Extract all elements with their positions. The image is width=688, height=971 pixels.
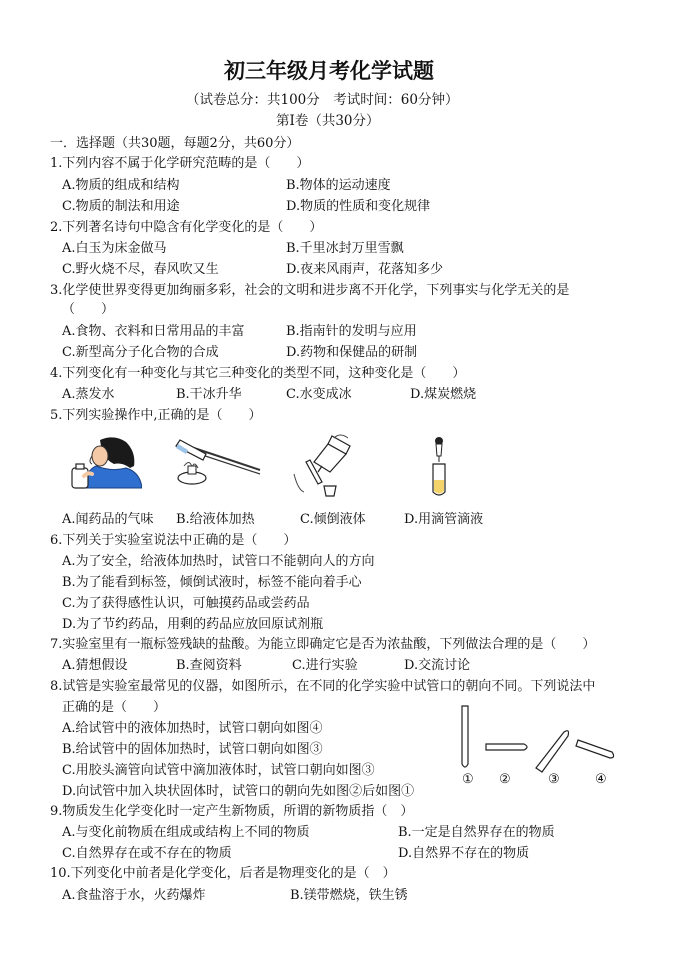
question-7-option-b: B.查阅资料 xyxy=(176,658,242,673)
question-1-option-b: B.物体的运动速度 xyxy=(286,178,391,193)
figure-dropper xyxy=(428,436,450,498)
question-7-option-c: C.进行实验 xyxy=(292,658,358,673)
question-8-option-d: D.向试管中加入块状固体时，试管口的朝向先如图②后如图① xyxy=(62,784,415,799)
exam-info: （试卷总分：共100分 考试时间：60分钟） xyxy=(186,92,459,108)
question-6-option-d: D.为了节约药品，用剩的药品应放回原试剂瓶 xyxy=(62,617,324,632)
question-6-option-a: A.为了安全，给液体加热时，试管口不能朝向人的方向 xyxy=(62,554,375,569)
question-5-stem: 5.下列实验操作中,正确的是（ ） xyxy=(50,408,262,423)
question-3-option-a: A.食物、衣料和日常用品的丰富 xyxy=(62,324,245,339)
question-7-stem: 7.实验室里有一瓶标签残缺的盐酸。为能立即确定它是否为浓盐酸，下列做法合理的是（ ） xyxy=(50,637,596,652)
figure-heat-liquid xyxy=(170,436,262,488)
question-4-option-a: A.蒸发水 xyxy=(62,387,115,402)
figure-test-tube-orientations xyxy=(452,704,622,774)
question-3-option-c: C.新型高分子化合物的合成 xyxy=(62,345,219,360)
question-5-option-c: C.倾倒液体 xyxy=(300,512,366,527)
question-5-option-d: D.用滴管滴液 xyxy=(404,512,484,527)
question-1-option-c: C.物质的制法和用途 xyxy=(62,199,180,214)
question-6-option-c: C.为了获得感性认识，可触摸药品或尝药品 xyxy=(62,596,310,611)
question-9-stem: 9.物质发生化学变化时一定产生新物质，所谓的新物质指（ ） xyxy=(50,804,414,819)
tube-label-3: ③ xyxy=(548,772,560,787)
question-1-stem: 1.下列内容不属于化学研究范畴的是（ ） xyxy=(50,156,310,171)
question-6-option-b: B.为了能看到标签，倾倒试液时，标签不能向着手心 xyxy=(62,575,362,590)
question-2-option-a: A.白玉为床金做马 xyxy=(62,241,167,256)
question-2-option-d: D.夜来风雨声，花落知多少 xyxy=(286,262,444,277)
question-1-option-a: A.物质的组成和结构 xyxy=(62,178,180,193)
question-2-option-c: C.野火烧不尽，春风吹又生 xyxy=(62,262,219,277)
question-3-option-b: B.指南针的发明与应用 xyxy=(286,324,417,339)
question-10-stem: 10.下列变化中前者是化学变化，后者是物理变化的是（ ） xyxy=(50,866,396,881)
question-5-option-a: A.闻药品的气味 xyxy=(62,512,154,527)
question-9-option-c: C.自然界存在或不存在的物质 xyxy=(62,846,232,861)
question-2-stem: 2.下列著名诗句中隐含有化学变化的是（ ） xyxy=(50,220,323,235)
question-8-stem: 8.试管是实验室最常见的仪器，如图所示，在不同的化学实验中试管口的朝向不同。下列说法中 xyxy=(50,679,596,694)
question-7-option-d: D.交流讨论 xyxy=(404,658,471,673)
question-6-stem: 6.下列关于实验室说法中正确的是（ ） xyxy=(50,533,297,548)
question-9-option-b: B.一定是自然界存在的物质 xyxy=(398,825,555,840)
tube-label-4: ④ xyxy=(595,772,607,787)
question-7-option-a: A.猜想假设 xyxy=(62,658,128,673)
page-title: 初三年级月考化学试题 xyxy=(224,58,434,83)
question-10-option-b: B.镁带燃烧，铁生锈 xyxy=(290,888,408,903)
question-3-option-d: D.药物和保健品的研制 xyxy=(286,345,418,360)
question-4-option-c: C.水变成冰 xyxy=(286,387,352,402)
question-4-stem: 4.下列变化有一种变化与其它三种变化的类型不同，这种变化是（ ） xyxy=(50,366,466,381)
question-8-option-b: B.给试管中的固体加热时，试管口朝向如图③ xyxy=(62,742,323,757)
tube-label-1: ① xyxy=(462,772,474,787)
question-4-option-b: B.干冰升华 xyxy=(176,387,242,402)
figure-pour-liquid xyxy=(288,432,368,502)
question-8-option-a: A.给试管中的液体加热时，试管口朝向如图④ xyxy=(62,721,323,736)
question-9-option-d: D.自然界不存在的物质 xyxy=(398,846,530,861)
question-8-option-c: C.用胶头滴管向试管中滴加液体时，试管口朝向如图③ xyxy=(62,763,375,778)
figure-smell-chemical xyxy=(70,432,142,490)
tube-label-2: ② xyxy=(499,772,511,787)
question-10-option-a: A.食盐溶于水，火药爆炸 xyxy=(62,888,206,903)
question-9-option-a: A.与变化前物质在组成或结构上不同的物质 xyxy=(62,825,310,840)
question-3-stem: 3.化学使世界变得更加绚丽多彩，社会的文明和进步离不开化学，下列事实与化学无关的是 xyxy=(50,283,570,298)
question-2-option-b: B.千里冰封万里雪飘 xyxy=(286,241,404,256)
question-5-option-b: B.给液体加热 xyxy=(176,512,255,527)
question-4-option-d: D.煤炭燃烧 xyxy=(410,387,477,402)
volume-label: 第Ⅰ卷（共30分） xyxy=(276,113,380,129)
question-1-option-d: D.物质的性质和变化规律 xyxy=(286,199,431,214)
question-8-stem-cont: 正确的是（ ） xyxy=(62,700,167,715)
question-3-stem-cont: （ ） xyxy=(62,302,115,317)
section-heading: 一．选择题（共30题，每题2分，共60分） xyxy=(50,136,300,151)
